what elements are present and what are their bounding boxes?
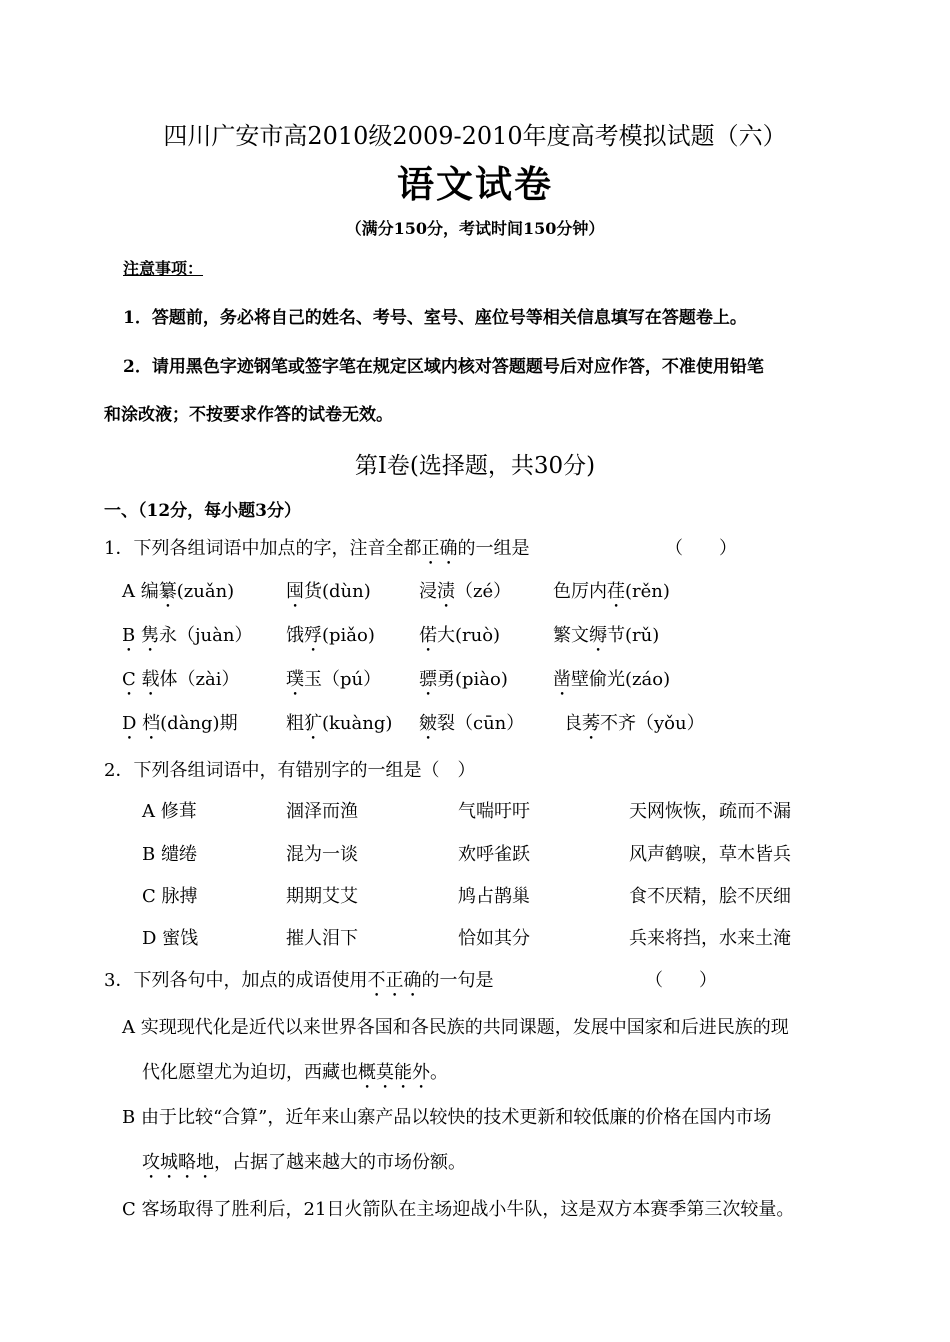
answer-bracket: （ ）	[665, 538, 737, 559]
q3-option-b-line-2: 攻城略地，占据了越来越大的市场份额。	[142, 1152, 466, 1173]
q1-option-a-2: 囤货(dùn)	[286, 581, 371, 602]
notice-item-2-line-2: 和涂改液；不按要求作答的试卷无效。	[104, 405, 393, 425]
q1-option-a-4: 色厉内荏(rěn)	[553, 581, 670, 602]
q2-option-a-3: 气喘吁吁	[458, 801, 530, 822]
q1-option-b-4: 繁文缛节(rǔ)	[553, 625, 660, 646]
question-1-stem: 1．下列各组词语中加点的字，注音全都正确的一组是	[104, 538, 530, 559]
q1-option-c-1: C 载体（zài）	[122, 669, 240, 690]
question-2-stem: 2．下列各组词语中，有错别字的一组是（ ）	[104, 760, 476, 781]
q1-option-c-3: 骠勇(piào)	[419, 669, 508, 690]
q2-option-b-2: 混为一谈	[286, 844, 358, 865]
q1-option-d-1: D 档(dàng)期	[122, 713, 238, 734]
answer-bracket: （ ）	[645, 970, 717, 991]
emphasis-text: 正确	[421, 538, 458, 559]
q2-option-a-2: 涸泽而渔	[286, 801, 358, 822]
q1-option-c-4: 凿壁偷光(záo)	[553, 669, 671, 690]
exam-title: 四川广安市高2010级2009-2010年度高考模拟试题（六）	[163, 122, 787, 150]
q1-option-b-3: 偌大(ruò)	[419, 625, 501, 646]
q3-option-a-line-2: 代化愿望尤为迫切，西藏也概莫能外。	[142, 1062, 448, 1083]
q2-option-b-4: 风声鹤唳，草木皆兵	[629, 844, 791, 865]
q2-option-a-1: A 修葺	[142, 801, 197, 822]
subject-title: 语文试卷	[397, 162, 553, 206]
q1-option-d-2: 粗犷(kuàng)	[286, 713, 393, 734]
question-3-stem: 3．下列各句中，加点的成语使用不正确的一句是	[104, 970, 494, 991]
q1-option-b-1: B 隽永（juàn）	[122, 625, 253, 646]
q2-option-d-3: 恰如其分	[458, 928, 530, 949]
section-one-heading: 一、（12分，每小题3分）	[104, 501, 301, 521]
q2-option-a-4: 天网恢恢，疏而不漏	[629, 801, 791, 822]
notice-item-2-line-1: 2．请用黑色字迹钢笔或签字笔在规定区域内核对答题题号后对应作答，不准使用铅笔	[123, 357, 764, 377]
q3-option-b-line-1: B 由于比较“合算”，近年来山寨产品以较快的技术更新和较低廉的价格在国内市场	[122, 1107, 772, 1128]
q2-option-c-4: 食不厌精，脍不厌细	[629, 886, 791, 907]
notice-heading: 注意事项：	[123, 259, 204, 278]
q1-option-a-1: A 编纂(zuǎn)	[122, 581, 235, 602]
q3-option-c-line-1: C 客场取得了胜利后，21日火箭队在主场迎战小牛队，这是双方本赛季第三次较量。	[122, 1199, 795, 1220]
q1-option-d-4: 良莠不齐（yǒu）	[564, 713, 705, 734]
notice-item-1: 1．答题前，务必将自己的姓名、考号、室号、座位号等相关信息填写在答题卷上。	[123, 308, 747, 328]
q2-option-c-1: C 脉搏	[142, 886, 198, 907]
q1-option-c-2: 璞玉（pú）	[286, 669, 382, 690]
q2-option-c-2: 期期艾艾	[286, 886, 358, 907]
q2-option-d-1: D 蜜饯	[142, 928, 199, 949]
q2-option-d-2: 摧人泪下	[286, 928, 358, 949]
q2-option-d-4: 兵来将挡，水来土淹	[629, 928, 791, 949]
q2-option-c-3: 鸠占鹊巢	[458, 886, 530, 907]
q3-option-a-line-1: A 实现现代化是近代以来世界各国和各民族的共同课题，发展中国家和后进民族的现	[122, 1017, 789, 1038]
q2-option-b-3: 欢呼雀跃	[458, 844, 530, 865]
q1-option-d-3: 皴裂（cūn）	[419, 713, 525, 734]
emphasis-text: 不正确	[367, 970, 422, 991]
q1-option-a-3: 浸渍（zé）	[419, 581, 512, 602]
part-one-title: 第Ⅰ卷(选择题，共30分)	[354, 453, 596, 479]
q2-option-b-1: B 缱绻	[142, 844, 197, 865]
score-time-note: （满分150分，考试时间150分钟）	[345, 219, 605, 238]
q1-option-b-2: 饿殍(piǎo)	[286, 625, 375, 646]
